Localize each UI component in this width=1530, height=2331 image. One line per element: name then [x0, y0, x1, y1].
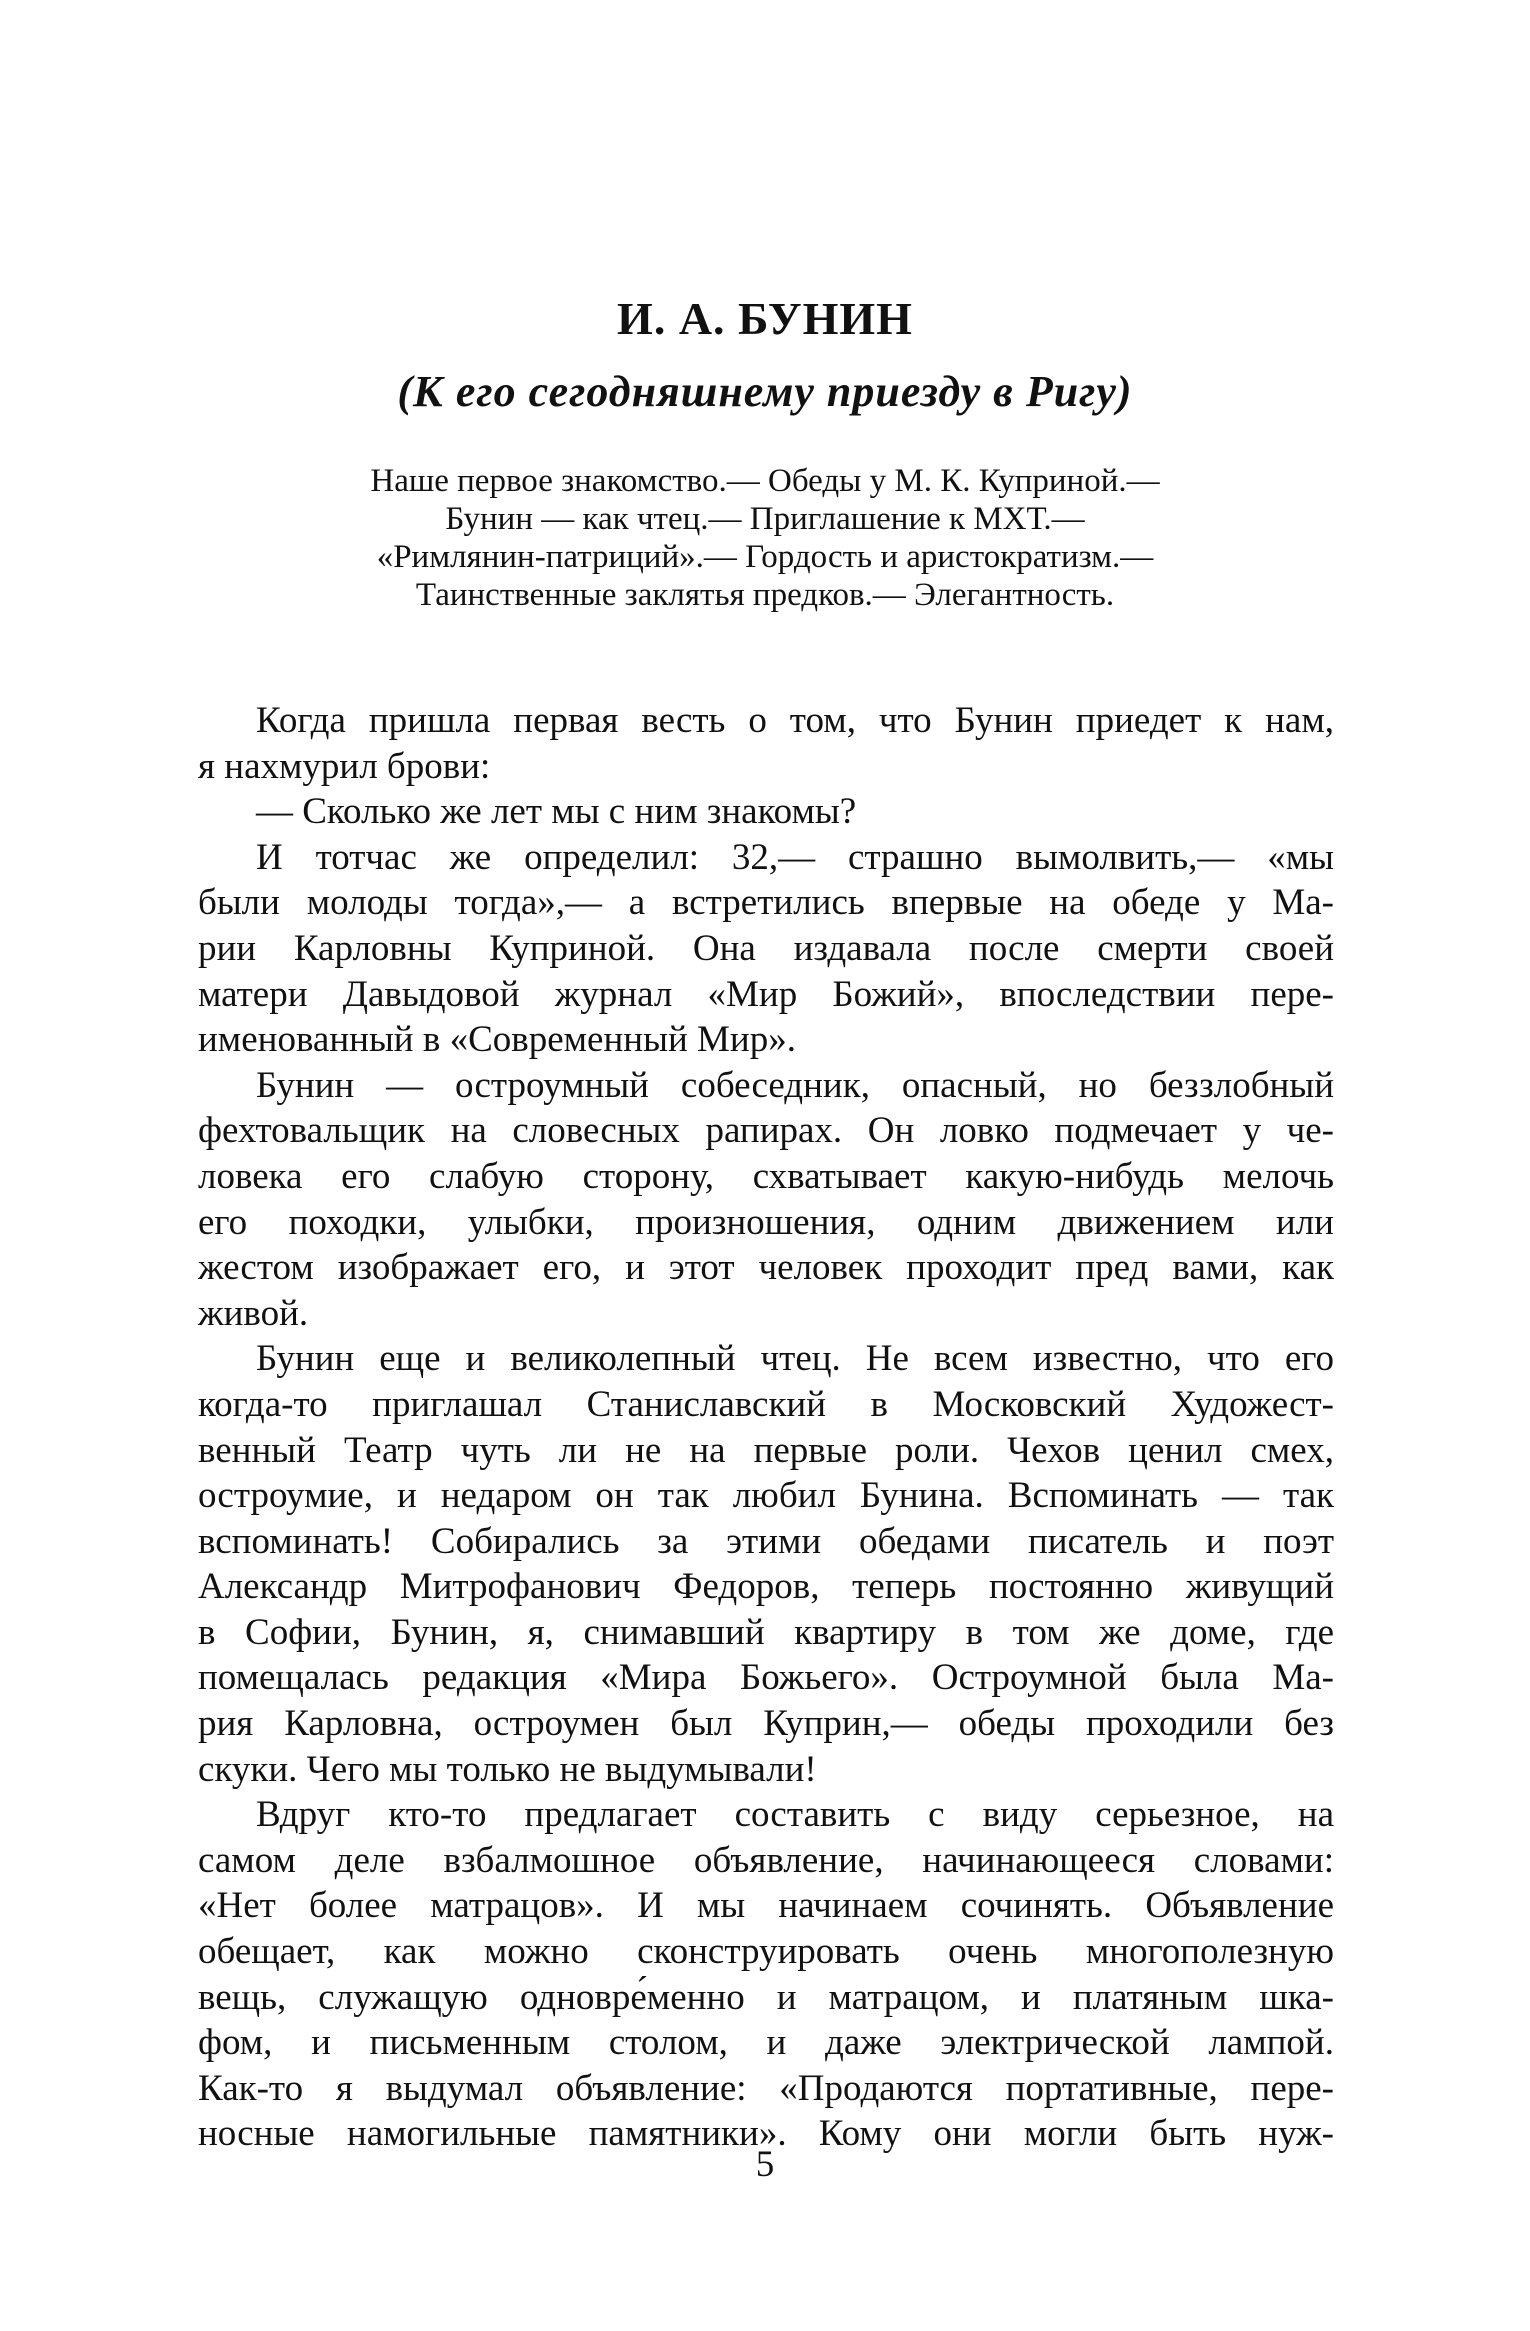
chapter-title: И. А. БУНИН	[617, 293, 913, 344]
text-line: остроумие, и недаром он так любил Бунина. Вспоминать — так	[198, 1475, 1334, 1517]
text-line: живой.	[198, 1292, 309, 1334]
text-line: фом, и письменным столом, и даже электрической лампой.	[198, 2022, 1334, 2064]
text-line: когда-то приглашал Станиславский в Московский Художест-	[198, 1383, 1334, 1425]
paragraph	[198, 1063, 1334, 1337]
text-line: именованный в «Современный Мир».	[198, 1019, 796, 1061]
text-line: рии Карловны Куприной. Она издавала после смерти своей	[198, 927, 1334, 969]
text-line: обещает, как можно сконструировать очень многополезную	[198, 1931, 1334, 1973]
text-line: Бунин еще и великолепный чтец. Не всем известно, что его	[256, 1338, 1334, 1380]
paragraph	[198, 1336, 1334, 1792]
body-text	[198, 698, 1334, 2157]
text-line: И тотчас же определил: 32,— страшно вымолвить,— «мы	[256, 836, 1334, 878]
chapter-summary	[230, 462, 1300, 614]
text-line: рия Карловна, остроумен был Куприн,— обеды проходили без	[198, 1703, 1334, 1745]
text-line: Александр Митрофанович Федоров, теперь постоянно живущий	[198, 1566, 1334, 1608]
summary-line: Таинственные заклятья предков.— Элегантность.	[415, 577, 1115, 613]
chapter-subtitle: (К его сегодняшнему приезду в Ригу)	[397, 367, 1133, 416]
text-line: — Сколько же лет мы с ним знакомы?	[256, 791, 857, 833]
text-line: помещалась редакция «Мира Божьего». Остроумной была Ма-	[198, 1657, 1334, 1699]
text-line: Как-то я выдумал объявление: «Продаются портативные, пере-	[198, 2067, 1334, 2109]
summary-line: «Римлянин-патриций».— Гордость и аристократизм.—	[376, 539, 1154, 575]
text-line: венный Театр чуть ли не на первые роли. Чехов ценил смех,	[198, 1429, 1334, 1471]
text-line: были молоды тогда»,— а встретились впервые на обеде у Ма-	[198, 882, 1334, 924]
text-line: фехтовальщик на словесных рапирах. Он ловко подмечает у че-	[198, 1110, 1334, 1152]
text-line: Когда пришла первая весть о том, что Бунин приедет к нам,	[256, 700, 1334, 741]
text-line: Вдруг кто-то предлагает составить с виду серьезное, на	[256, 1794, 1334, 1836]
summary-line: Бунин — как чтец.— Приглашение к МХТ.—	[445, 501, 1085, 537]
paragraph	[198, 789, 1334, 835]
summary-line: Наше первое знакомство.— Обеды у М. К. Куприной.—	[370, 463, 1160, 499]
text-line: ловека его слабую сторону, схватывает какую-нибудь мелочь	[198, 1155, 1334, 1197]
text-line: матери Давыдовой журнал «Мир Божий», впоследствии пере-	[198, 973, 1334, 1015]
text-line: жестом изображает его, и этот человек проходит пред вами, как	[198, 1247, 1334, 1289]
text-line: Бунин — остроумный собеседник, опасный, но беззлобный	[256, 1064, 1334, 1106]
paragraph	[198, 698, 1334, 789]
page-number: 5	[755, 2144, 775, 2185]
text-line: носные намогильные памятники». Кому они могли быть нуж-	[198, 2113, 1334, 2155]
paragraph	[198, 835, 1334, 1063]
text-line: «Нет более матрацов». И мы начинаем сочинять. Объявление	[198, 1885, 1334, 1927]
text-line: вспоминать! Собирались за этими обедами писатель и поэт	[198, 1520, 1334, 1562]
text-line: в Софии, Бунин, я, снимавший квартиру в том же доме, где	[198, 1611, 1334, 1653]
text-line: вещь, служащую одновре́менно и матрацом, и платяным шка-	[198, 1976, 1334, 2018]
text-line: я нахмурил брови:	[198, 745, 491, 787]
text-line: самом деле взбалмошное объявление, начинающееся словами:	[198, 1839, 1334, 1881]
paragraph	[198, 1792, 1334, 2157]
text-line: скуки. Чего мы только не выдумывали!	[198, 1748, 817, 1790]
text-line: его походки, улыбки, произношения, одним движением или	[198, 1201, 1334, 1243]
